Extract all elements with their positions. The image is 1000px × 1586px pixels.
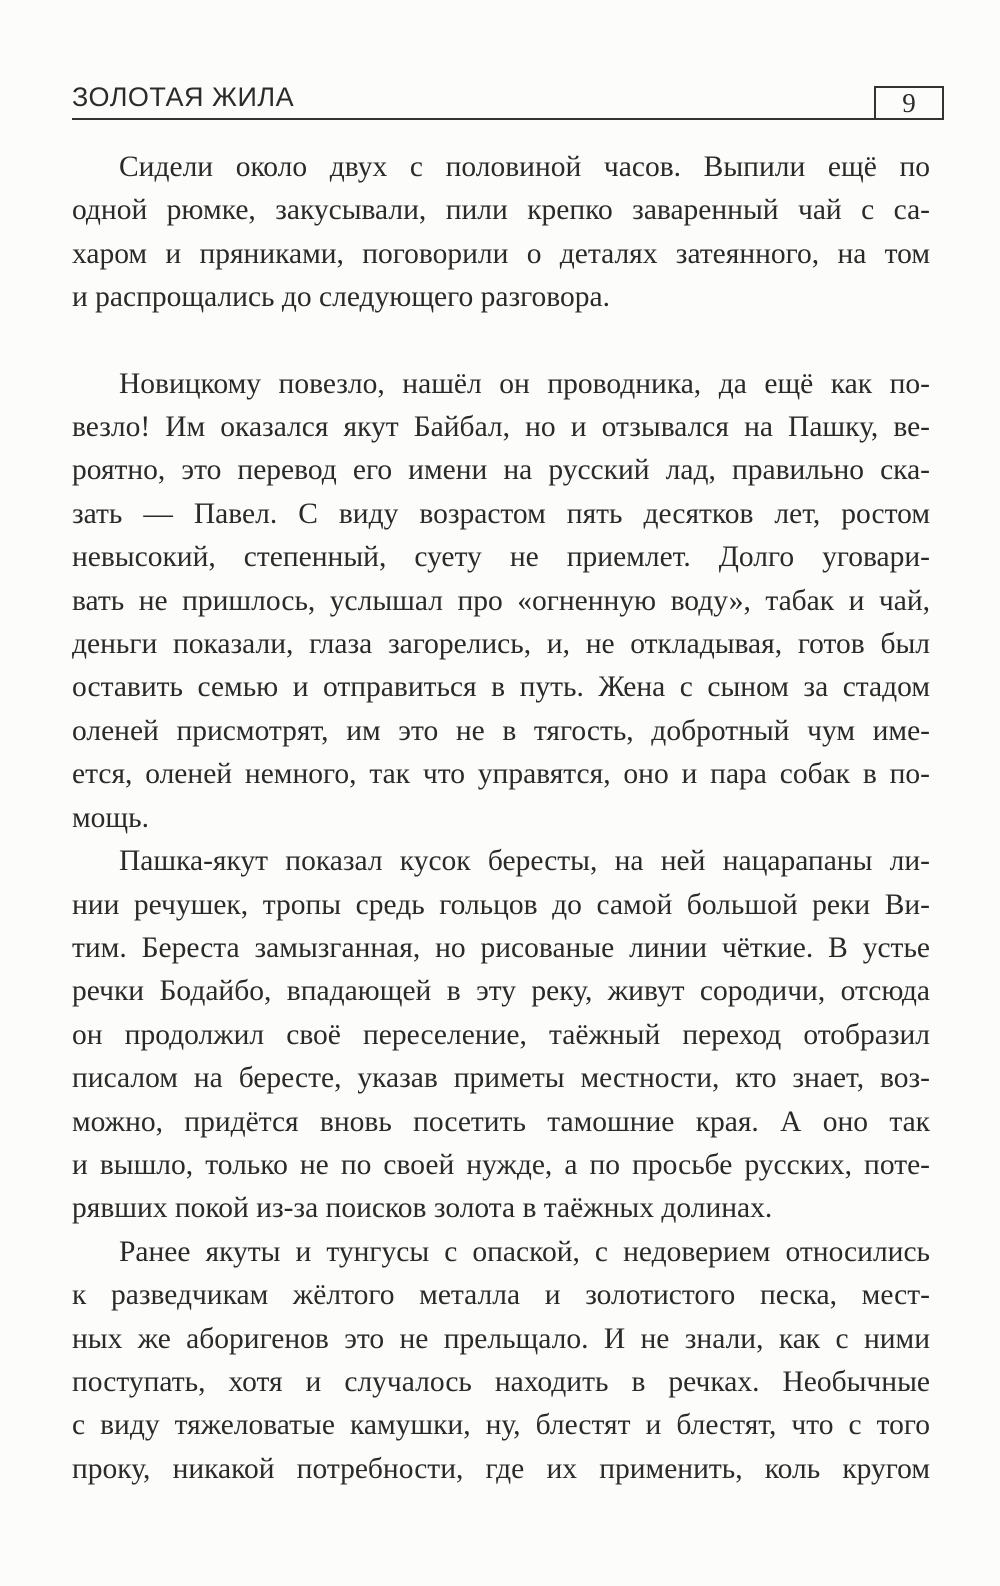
text-line: можно, придётся вновь посетить тамошние края. А оно так	[72, 1105, 930, 1138]
running-head	[72, 80, 944, 120]
body-text	[72, 146, 930, 1491]
text-line: речки Бодайбо, впадающей в эту реку, живут сородичи, отсюда	[72, 975, 930, 1008]
text-line: зать — Павел. С виду возрастом пять десятков лет, ростом	[72, 497, 930, 530]
text-line: одной рюмке, закусывали, пили крепко заваренный чай с са-	[72, 194, 930, 227]
text-line: нии речушек, тропы средь гольцов до самой большой реки Ви-	[72, 888, 930, 921]
text-line: писалом на бересте, указав приметы местности, кто знает, воз-	[72, 1062, 930, 1095]
text-line: Пашка-якут показал кусок бересты, на ней нацарапаны ли-	[119, 845, 930, 878]
text-line: тим. Береста замызганная, но рисованые линии чёткие. В устье	[72, 931, 930, 964]
text-line: оленей присмотрят, им это не в тягость, добротный чум име-	[72, 714, 930, 747]
text-line: поступать, хотя и случалось находить в речках. Необычные	[72, 1365, 930, 1398]
paragraph-3	[72, 840, 930, 1231]
text-line: Ранее якуты и тунгусы с опаской, с недоверием относились	[119, 1235, 930, 1268]
text-line: везло! Им оказался якут Байбал, но и отзывался на Пашку, ве-	[72, 411, 930, 444]
text-line: харом и пряниками, поговорили о деталях затеянного, на том	[72, 237, 930, 270]
text-line: оставить семью и отправиться в путь. Жена с сыном за стадом	[72, 671, 930, 704]
text-line: ется, оленей немного, так что управятся, оно и пара собак в по-	[72, 758, 930, 791]
text-line: он продолжил своё переселение, таёжный переход отобразил	[72, 1018, 930, 1051]
text-line: ных же аборигенов это не прельщало. И не знали, как с ними	[72, 1322, 930, 1355]
text-line: деньги показали, глаза загорелись, и, не откладывая, готов был	[72, 628, 930, 661]
paragraph-1	[72, 146, 930, 320]
text-line: и распрощались до следующего разговора.	[72, 281, 610, 314]
text-line: с виду тяжеловатые камушки, ну, блестят и блестят, что с того	[72, 1409, 930, 1442]
book-title: ЗОЛОТАЯ ЖИЛА	[72, 82, 295, 112]
section-break	[72, 320, 930, 363]
text-line: роятно, это перевод его имени на русский лад, правильно ска-	[72, 454, 930, 487]
text-line: невысокий, степенный, суету не приемлет. Долго уговари-	[72, 541, 930, 574]
text-line: и вышло, только не по своей нужде, а по просьбе русских, поте-	[72, 1148, 930, 1181]
text-line: Новицкому повезло, нашёл он проводника, да ещё как по-	[119, 367, 930, 400]
text-line: к разведчикам жёлтого металла и золотистого песка, мест-	[72, 1279, 930, 1312]
header-rule	[72, 118, 944, 120]
text-line: мощь.	[72, 801, 149, 834]
page-number: 9	[874, 86, 944, 119]
paragraph-4	[72, 1231, 930, 1491]
text-line: проку, никакой потребности, где их применить, коль кругом	[72, 1452, 930, 1485]
text-line: рявших покой из-за поисков золота в таёжных долинах.	[72, 1192, 773, 1225]
text-line: вать не пришлось, услышал про «огненную воду», табак и чай,	[72, 584, 930, 617]
text-line: Сидели около двух с половиной часов. Выпили ещё по	[119, 151, 930, 183]
paragraph-2	[72, 363, 930, 840]
